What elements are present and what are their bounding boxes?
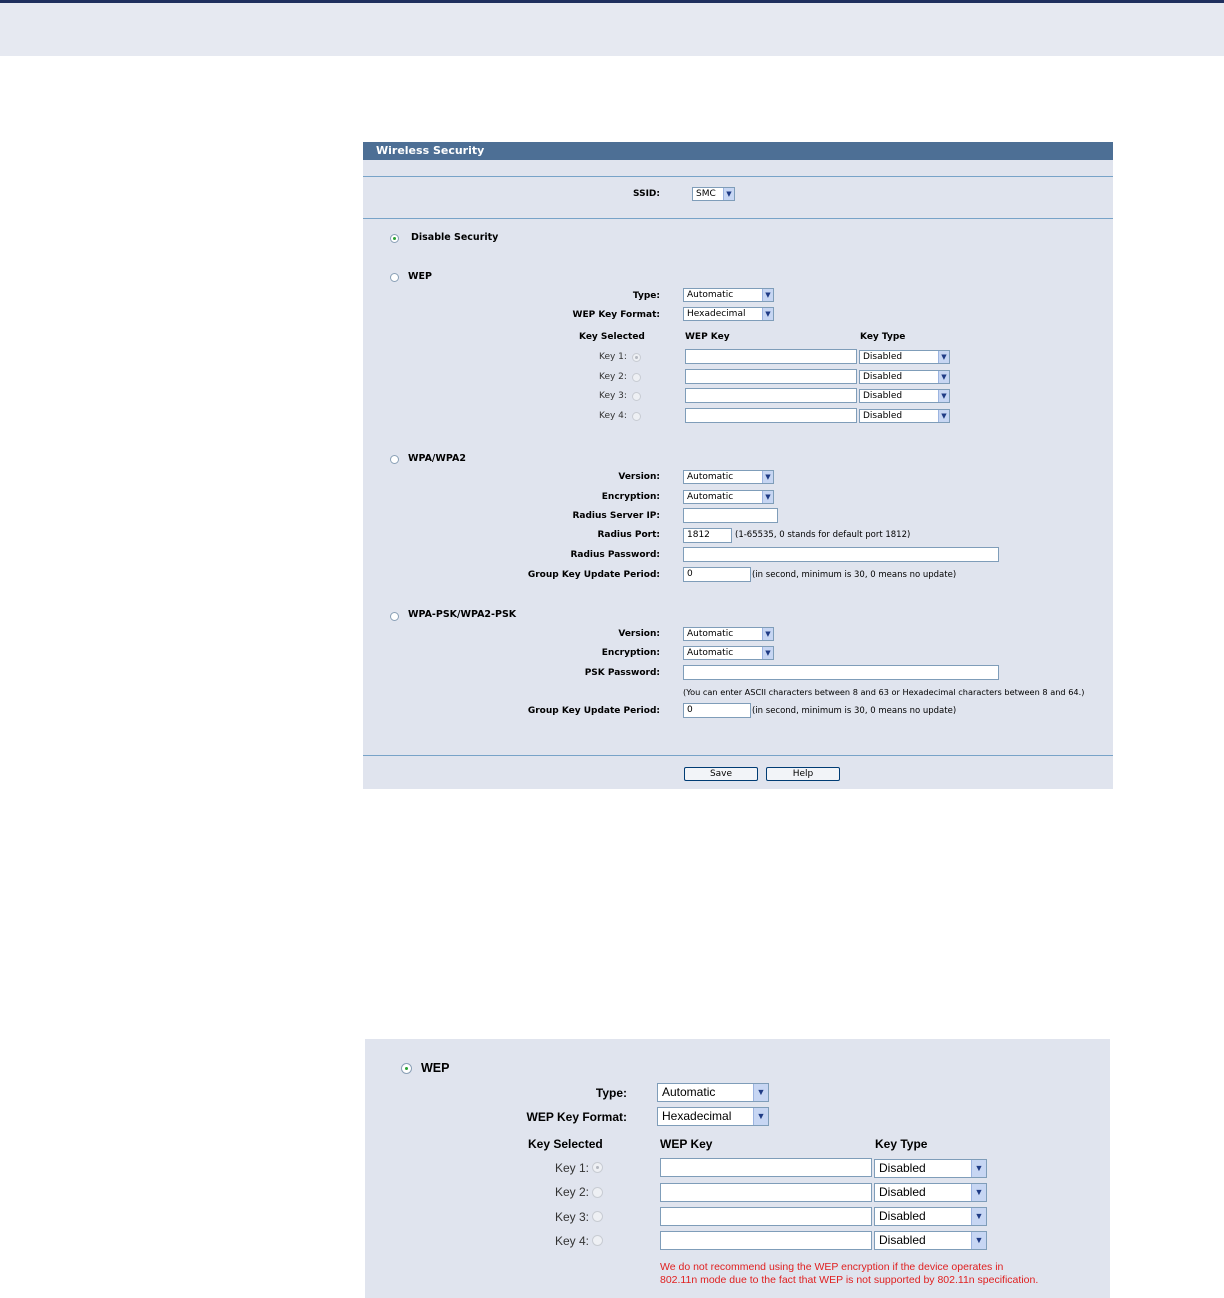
key1-type-select[interactable] <box>859 350 950 364</box>
psk-password-label: PSK Password: <box>584 668 660 678</box>
key3-input[interactable] <box>660 1207 872 1226</box>
chevron-down-icon: ▼ <box>938 410 949 422</box>
wpa-version-value: Automatic <box>687 472 734 482</box>
key3-type-select[interactable] <box>859 389 950 403</box>
key1-input[interactable] <box>660 1158 872 1177</box>
col-key-type: Key Type <box>875 1137 928 1151</box>
psk-group-key-hint: (in second, minimum is 30, 0 means no update) <box>752 706 957 716</box>
col-key-selected: Key Selected <box>528 1137 603 1151</box>
disable-security-label: Disable Security <box>411 232 499 243</box>
wep-key-format-label: WEP Key Format: <box>572 310 660 320</box>
key3-radio[interactable] <box>592 1211 603 1222</box>
psk-group-key-input[interactable]: 0 <box>683 703 751 718</box>
chevron-down-icon: ▼ <box>971 1208 986 1225</box>
psk-password-input[interactable] <box>683 665 999 680</box>
divider <box>363 176 1113 177</box>
chevron-down-icon: ▼ <box>762 289 773 301</box>
psk-encryption-value: Automatic <box>687 648 734 658</box>
col-key-selected: Key Selected <box>579 332 645 342</box>
ssid-select[interactable] <box>692 187 735 201</box>
chevron-down-icon: ▼ <box>762 471 773 483</box>
wpa-psk-label: WPA-PSK/WPA2-PSK <box>408 609 517 620</box>
wep-label: WEP <box>408 271 432 282</box>
ssid-value: SMC <box>696 189 716 199</box>
radius-password-input[interactable] <box>683 547 999 562</box>
wep-label: WEP <box>421 1061 450 1075</box>
key4-radio[interactable] <box>592 1235 603 1246</box>
chevron-down-icon: ▼ <box>762 491 773 503</box>
wep-type-select[interactable] <box>683 288 774 302</box>
key1-radio[interactable] <box>632 353 641 362</box>
divider <box>363 218 1113 219</box>
radius-ip-label: Radius Server IP: <box>572 511 660 521</box>
key2-label: Key 2: <box>599 372 627 382</box>
psk-group-key-label: Group Key Update Period: <box>527 706 660 716</box>
key3-type-value: Disabled <box>879 1209 926 1223</box>
wireless-security-panel <box>363 142 1113 789</box>
key2-type-select[interactable] <box>874 1183 987 1202</box>
wpa-version-select[interactable] <box>683 470 774 484</box>
key1-label: Key 1: <box>599 352 627 362</box>
chevron-down-icon: ▼ <box>938 351 949 363</box>
col-wep-key: WEP Key <box>685 332 730 342</box>
wep-radio[interactable] <box>390 273 399 282</box>
divider <box>363 755 1113 756</box>
wep-key-format-value: Hexadecimal <box>687 309 746 319</box>
key2-type-value: Disabled <box>879 1185 926 1199</box>
wpa-group-key-input[interactable]: 0 <box>683 567 751 582</box>
wep-detail-panel <box>365 1039 1110 1298</box>
radius-port-hint: (1-65535, 0 stands for default port 1812) <box>735 530 911 540</box>
radius-port-input[interactable]: 1812 <box>683 528 732 543</box>
key-format-value: Hexadecimal <box>662 1109 732 1123</box>
wpa-psk-radio[interactable] <box>390 612 399 621</box>
radius-port-label: Radius Port: <box>597 530 660 540</box>
psk-version-label: Version: <box>618 629 660 639</box>
psk-encryption-label: Encryption: <box>601 648 660 658</box>
col-wep-key: WEP Key <box>660 1137 713 1151</box>
wep-warning-line2: 802.11n mode due to the fact that WEP is not supported by 802.11n specification. <box>660 1274 1039 1286</box>
chevron-down-icon: ▼ <box>762 647 773 659</box>
key2-type-value: Disabled <box>863 372 903 382</box>
key1-label: Key 1: <box>555 1161 590 1175</box>
wpa-encryption-select[interactable] <box>683 490 774 504</box>
help-button[interactable]: Help <box>766 767 840 781</box>
key-format-label: WEP Key Format: <box>526 1110 627 1124</box>
chevron-down-icon: ▼ <box>723 188 734 200</box>
wpa-label: WPA/WPA2 <box>408 453 466 464</box>
key4-input[interactable] <box>660 1231 872 1250</box>
key4-type-select[interactable] <box>874 1231 987 1250</box>
ssid-label: SSID: <box>633 189 660 199</box>
chevron-down-icon: ▼ <box>762 628 773 640</box>
wpa-version-label: Version: <box>618 472 660 482</box>
chevron-down-icon: ▼ <box>971 1160 986 1177</box>
radius-ip-input[interactable] <box>683 508 778 523</box>
wep-radio-selected[interactable] <box>401 1063 412 1074</box>
key1-radio[interactable] <box>592 1162 603 1173</box>
key3-type-value: Disabled <box>863 391 903 401</box>
wpa-group-key-label: Group Key Update Period: <box>527 570 660 580</box>
key-format-select[interactable] <box>657 1107 769 1126</box>
key2-radio[interactable] <box>592 1187 603 1198</box>
key4-input[interactable] <box>685 408 857 423</box>
type-value: Automatic <box>662 1085 716 1099</box>
key4-type-value: Disabled <box>879 1233 926 1247</box>
page-header-band <box>0 3 1224 56</box>
wep-type-value: Automatic <box>687 290 734 300</box>
col-key-type: Key Type <box>860 332 906 342</box>
key3-radio[interactable] <box>632 392 641 401</box>
type-select[interactable] <box>657 1083 769 1102</box>
key4-type-select[interactable] <box>859 409 950 423</box>
key1-input[interactable] <box>685 349 857 364</box>
key1-type-select[interactable] <box>874 1159 987 1178</box>
key2-type-select[interactable] <box>859 370 950 384</box>
chevron-down-icon: ▼ <box>971 1184 986 1201</box>
key4-type-value: Disabled <box>863 411 903 421</box>
chevron-down-icon: ▼ <box>938 371 949 383</box>
type-label: Type: <box>595 1086 627 1100</box>
wep-warning-line1: We do not recommend using the WEP encryption if the device operates in <box>660 1261 1004 1273</box>
panel-title: Wireless Security <box>363 142 1113 160</box>
chevron-down-icon: ▼ <box>938 390 949 402</box>
psk-hint: (You can enter ASCII characters between 8 and 63 or Hexadecimal characters between 8 and 64.) <box>683 687 1085 697</box>
key1-type-value: Disabled <box>863 352 903 362</box>
key2-input[interactable] <box>660 1183 872 1202</box>
key3-type-select[interactable] <box>874 1207 987 1226</box>
psk-encryption-select[interactable] <box>683 646 774 660</box>
key1-type-value: Disabled <box>879 1161 926 1175</box>
key3-label: Key 3: <box>555 1210 590 1224</box>
key3-label: Key 3: <box>599 391 627 401</box>
key4-label: Key 4: <box>555 1234 590 1248</box>
psk-version-value: Automatic <box>687 629 734 639</box>
save-button[interactable]: Save <box>684 767 758 781</box>
key2-label: Key 2: <box>555 1185 590 1199</box>
radius-password-label: Radius Password: <box>570 550 660 560</box>
wpa-group-key-hint: (in second, minimum is 30, 0 means no update) <box>752 570 957 580</box>
wep-type-label: Type: <box>632 291 660 301</box>
key3-input[interactable] <box>685 388 857 403</box>
key2-input[interactable] <box>685 369 857 384</box>
key4-radio[interactable] <box>632 412 641 421</box>
wep-key-format-select[interactable] <box>683 307 774 321</box>
chevron-down-icon: ▼ <box>762 308 773 320</box>
disable-security-radio[interactable] <box>390 234 399 243</box>
wpa-encryption-label: Encryption: <box>601 492 660 502</box>
psk-version-select[interactable] <box>683 627 774 641</box>
chevron-down-icon: ▼ <box>971 1232 986 1249</box>
wpa-encryption-value: Automatic <box>687 492 734 502</box>
key2-radio[interactable] <box>632 373 641 382</box>
wpa-radio[interactable] <box>390 455 399 464</box>
chevron-down-icon: ▼ <box>753 1084 768 1101</box>
chevron-down-icon: ▼ <box>753 1108 768 1125</box>
key4-label: Key 4: <box>599 411 627 421</box>
